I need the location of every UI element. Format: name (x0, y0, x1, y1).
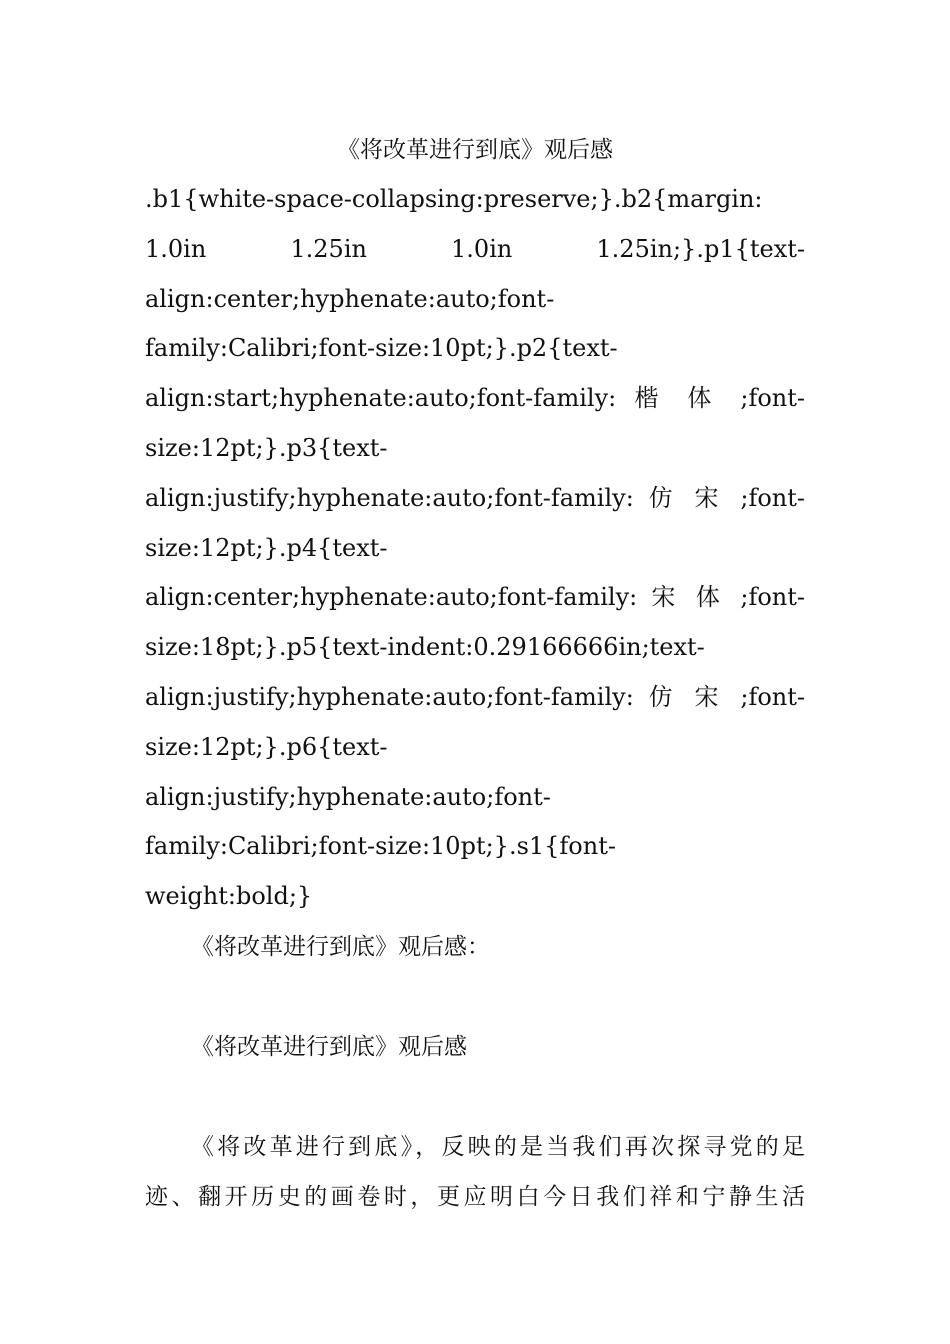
css-line: size:12pt;}.p4{text- (145, 533, 388, 562)
css-line: family:Calibri;font-size:10pt;}.s1{font- (145, 832, 616, 861)
css-dump-text (145, 175, 805, 922)
css-line: align:justify;hyphenate:auto;font-family: 仿 宋 ;font- (145, 682, 805, 711)
css-line: family:Calibri;font-size:10pt;}.p2{text- (145, 334, 618, 363)
subtitle-paragraph-2 (145, 1022, 805, 1072)
css-line: align:center;hyphenate:auto;font- (145, 284, 555, 313)
css-line: size:12pt;}.p3{text- (145, 433, 388, 462)
css-line: align:start;hyphenate:auto;font-family: 楷 体 ;font- (145, 384, 805, 413)
css-line: size:18pt;}.p5{text-indent:0.29166666in;text- (145, 633, 705, 662)
subtitle-text-1: 《将改革进行到底》观后感： (191, 934, 490, 960)
body-line: 《将改革进行到底》，反映的是当我们再次探寻党的足 (191, 1134, 805, 1160)
css-line: .b1{white-space-collapsing:preserve;}.b2{margin: (145, 185, 763, 213)
body-line: 迹、翻开历史的画卷时，更应明白今日我们祥和宁静生活 (145, 1184, 805, 1210)
css-line: size:12pt;}.p6{text- (145, 732, 388, 761)
css-line: weight:bold;} (145, 882, 313, 911)
css-line: 1.0in 1.25in 1.0in 1.25in;}.p1{text- (145, 234, 805, 263)
css-line: align:justify;hyphenate:auto;font-family: 仿 宋 ;font- (145, 483, 805, 512)
body-paragraph (145, 1122, 805, 1222)
subtitle-paragraph-1 (145, 922, 805, 972)
css-line: align:justify;hyphenate:auto;font- (145, 782, 551, 811)
document-title: 《将改革进行到底》观后感 (337, 137, 613, 163)
css-line: align:center;hyphenate:auto;font-family: 宋 体 ;font- (145, 583, 805, 612)
subtitle-text-2: 《将改革进行到底》观后感 (191, 1034, 467, 1060)
